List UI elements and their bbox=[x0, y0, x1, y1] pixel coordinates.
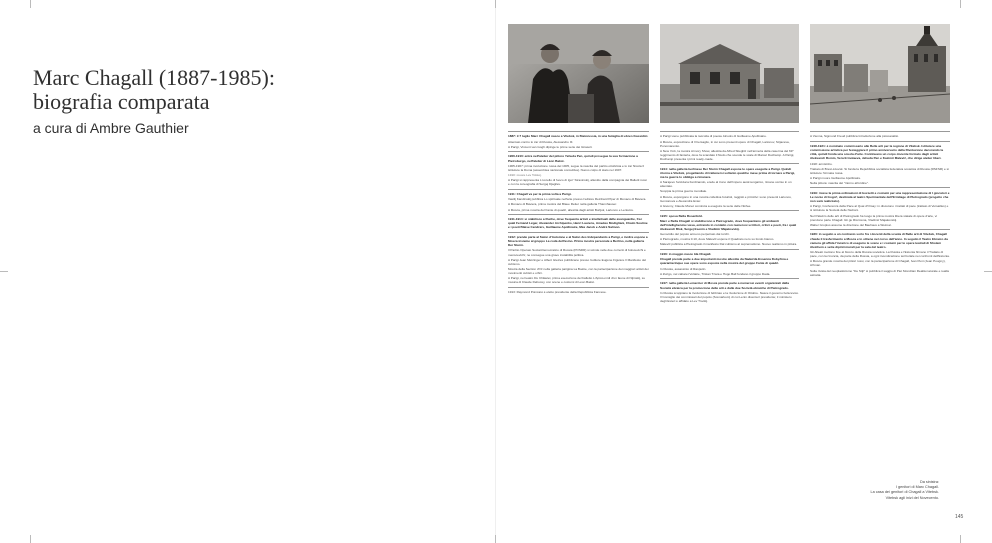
entry-text: A New York, la mostra Armory Show, allestita da Alfred Stieglitz nell'armeria della caserma del 69° reggimento di fanteria, dove fa scandalo il Nudo che scende le scale di Marcel Duchamp. A Parigi, Duchamp presenta i primi ready-made. bbox=[660, 148, 795, 162]
entry-separator bbox=[508, 287, 649, 288]
entry-text: Nel Palazzo delle arti di Pietrogrado ha luogo la prima mostra libera statale di opere d'arte, vi prendono parte Chagall. Gli gu Ricciovna, Vladimir Majakovskij. bbox=[810, 213, 937, 222]
entry-heading: 1915: sposa Bella Rosenfeld. bbox=[660, 213, 703, 218]
entry-heading: 1919: riceve la prima ordinazioni di bozzetti e costumi per una rappresentazione di I giocatori e Le nozze di Gogol', destinata al teatro Sperimentale dell'Ermitage di Pietrogrado (progetto che non sarà realizzato). bbox=[810, 190, 950, 204]
entry-separator bbox=[660, 210, 799, 211]
timeline-entry bbox=[508, 290, 649, 294]
entry-heading: Chagall prende parte a due importanti mostre allestite da Nadežda Evsenna Dobyčina e quarantacinque sue opere sono esposte nella mostra del gruppo Fante di quadri. bbox=[660, 257, 789, 266]
entry-separator bbox=[508, 214, 649, 215]
entry-text: Malevič pubblica a Pietrogrado il manifesto Dal cubismo al suprematismo. Nuovo realismo in pittura. bbox=[660, 242, 798, 247]
entry-heading: 1918-1921: è nominato commissario alle Belle arti per la regione di Vitebsk. Istituisce una commissione artistica per festeggiare il primo anniversario della Rivoluzione decorando la città, quindi fonda una scuola d'arte. Continuano un corpo docente formato dagli artisti Aleksandr Romm, Vera Ermolaeva, Jehuda Pen e Kazimir Malevič, che dirige atelier liberi. bbox=[810, 144, 944, 161]
entry-text: A Sarajevo l'arciduca Ferdinando, erede al trono dell'impero austroungarico, rimane ucciso in un attentato. bbox=[660, 180, 792, 189]
entry-heading: 1920: in seguito a un contrasto sorto fra i docenti della scuola di Belle arti di Vitebsk, Chagall chiede il trasferimento a Mosca e lo ottiene nel corso dell'anno. In seguito il Teatro Ebraico da camera gli affida l'incarico di eseguire le scene e i costumi per le opere teatrali di Sholem Aleichem e sette dipinti murali per la sala del teatro. bbox=[810, 232, 948, 249]
timeline-entry bbox=[508, 217, 649, 229]
title-line-1: Marc Chagall (1887-1985): bbox=[33, 65, 275, 90]
entry-heading: 1906-1910: entra nell'atelier del pittore Yehuda Pen, quindi prosegue la sua formazione a Pietroburgo, nell'atelier di Léon Bakst. bbox=[508, 154, 638, 163]
entry-text: A Mosca, esposizione di Il bersaglio, in cui sono presenti opere di Chagall, Larionov, Strjaceva, Ponomarenko. bbox=[660, 139, 790, 148]
entry-separator bbox=[810, 131, 950, 132]
entry-text: 1913: Raymond Poincaré è eletto presidente della Repubblica francese. bbox=[508, 290, 607, 295]
timeline-entry bbox=[660, 167, 799, 208]
photo-family-house bbox=[660, 24, 799, 123]
caption-line: Vitebsk agli inizi del Novecento. bbox=[885, 495, 939, 500]
crop-mark bbox=[30, 535, 31, 543]
entry-separator bbox=[508, 232, 649, 233]
timeline-entry bbox=[660, 281, 799, 303]
timeline-column-3 bbox=[810, 131, 950, 279]
timeline-entry bbox=[810, 144, 950, 185]
timeline-entry bbox=[660, 134, 799, 161]
page-subtitle: a cura di Ambre Gauthier bbox=[33, 120, 189, 136]
crop-mark bbox=[495, 535, 496, 543]
entry-text: Gli Alleati mettono fine al blocco della Russia sovietica. La Russia e l'Estonia firmano il Trattato di pace, con la rinuncia, da parte della Russia, a ogni rivendicazione territoriale nei confronti dell'Estonia. bbox=[810, 249, 950, 259]
entry-text: Trattato di Brest-Litovsk. Si fonda la Repubblica socialista federativa sovietica di Russia (RSFSR) e si istituisce l'Armata rossa. bbox=[810, 166, 949, 175]
entry-text: Nella pittura: nascita del "ritorno all'ordine". bbox=[810, 181, 869, 186]
entry-text: A Parigi, nel teatro Du Châtelet, prima esecuzione del balletto L'Après-midi d'un faune di Nijinskij, su musica di Claude Debussy, con scene e costumi di Léon Bakst. bbox=[508, 276, 646, 285]
timeline-entry bbox=[660, 252, 799, 276]
timeline-entry bbox=[810, 191, 950, 227]
timeline-entry bbox=[508, 192, 649, 212]
entry-heading: 1911-1914: si stabilisce a Ruche, dove frequenta artisti e intellettuali delle avanguardie, fra i quali Fernand Léger, Alexander Archipenko, Henri Laurens, Amedeo Modigliani, Chaim Soutine e i poeti Blaise Cendrars, Guillaume Apollinaire, Max Jacob e André Salmon. bbox=[508, 217, 648, 230]
entry-text: Walter Gropius assume la direzione del Bauhaus a Weimar. bbox=[810, 222, 892, 227]
entry-text: Mostra della Section d'Or nella galleria parigina La Boétie, con la partecipazione dei maggiori artisti dei movimenti cubisti e orfici. bbox=[508, 266, 649, 276]
entry-heading: 1914: nella galleria berlinese Der Sturm Chagall espone le opere eseguite a Parigi. Quindi ritorna a Vitebsk, progettando di trattenersi soltanto qualche mese prima di tornare a Parigi, ma la guerra lo obbliga a rimanere. bbox=[660, 166, 796, 179]
crop-mark bbox=[960, 0, 961, 8]
entry-heading: Marc e Bella Chagall si stabiliscono a Pietrogrado, dove frequentano gli ambienti dell'intellighenzia russa, entrando in contatto con numerosi scrittori, critici e poeti, fra i quali Aleksandr Blok, Sergej Esenin e Vladimir Majakovskij. bbox=[660, 218, 797, 231]
entry-separator bbox=[660, 163, 799, 164]
caption-line: La casa dei genitori di Chagall a Vitebsk. bbox=[870, 490, 939, 495]
crop-mark bbox=[984, 271, 992, 272]
timeline-entry bbox=[660, 214, 799, 247]
entry-text: Scoppia la prima guerra mondiale. bbox=[660, 189, 708, 194]
entry-separator bbox=[810, 229, 950, 230]
crop-mark bbox=[960, 535, 961, 543]
timeline-entry bbox=[810, 232, 950, 276]
entry-text: A Parigi viene pubblicata la raccolta di poesie Alcools di Guillaume Apollinaire. bbox=[660, 134, 767, 139]
crop-mark bbox=[30, 0, 31, 8]
entry-separator bbox=[508, 151, 649, 152]
entry-heading: 1911: Chagall va per la prima volta a Parigi. bbox=[508, 191, 572, 196]
entry-separator bbox=[810, 187, 950, 188]
entry-text: A Givemy, Claude Monet comincia a eseguire la serie delle Ninfee. bbox=[660, 203, 752, 208]
entry-text: In Russia, assassinio di Rasputin. bbox=[660, 266, 707, 271]
entry-separator bbox=[660, 131, 799, 132]
entry-text: Attentato contro lo zar di Russia, Alessandro III. bbox=[508, 139, 574, 144]
entry-text: A Mosca, espongono in una mostra collettiva futuristi, raggisti e primitivi: sono presenti Larionov, Goncarova e Alexandra Exter. bbox=[660, 194, 792, 203]
page-gutter bbox=[495, 0, 496, 543]
page-number: 145 bbox=[955, 514, 964, 520]
crop-mark bbox=[495, 0, 496, 8]
entry-text: A Parigi, Conferenza della Pace al Quai d'Orsay: in discutono i trattati di pace (trattato di Versailles) e si istituisce la Società delle Nazioni. bbox=[810, 204, 949, 213]
caption-line: I genitori di Marc Chagall. bbox=[895, 485, 939, 490]
entry-separator bbox=[508, 131, 649, 132]
entry-separator bbox=[508, 189, 649, 190]
entry-text: A Parigi, Vincent van Gogh dipinge le prime serie dei Girasoli. bbox=[508, 144, 593, 149]
entry-text: Sulla rivista del neoplasticismo "De Stijl" si pubblica il saggio di Piet Mondrian Realtà naturale e realtà astratta. bbox=[810, 268, 949, 277]
entry-text: In Russia scoppiano la rivoluzione di febbraio e la rivoluzione di Ottobre. Nasce il governo bolscevico. Il Consiglio dei commissari del popolo (Sovnarkom) di cui Lenin diventa il presidente; il ministero degli Esteri è affidato a Lev Trockij. bbox=[660, 290, 799, 303]
page-title bbox=[33, 66, 333, 114]
entry-separator bbox=[810, 141, 950, 142]
entry-text: Vasilij Kandinskij pubblica Lo spirituale nell'arte presso l'editore Reinhard Piper di Monaco di Baviera. bbox=[508, 197, 647, 202]
entry-heading: 1887: il 7 luglio Marc Chagall nasce a Vitebsk, in Bielorussia, in una famiglia di ebrei chassidici. bbox=[508, 134, 649, 139]
entry-text: A Parigi Jean Metzinger e Albert Gleizes pubblicano presso l'editore Eugène Figuière Il Manifesto del cubismo. bbox=[508, 257, 646, 266]
entry-text: 1905-1907: prima rivoluzione russa del 1905, segue la nascita del partito ottobrista e lo zar Nicola II istituisce la Duma (assemblea nazionale consultiva). Nuovo colpo di stato nel 1907. bbox=[508, 163, 645, 172]
entry-text: A Mosca grande mostra dei pittori russi, con la partecipazione di Chagall, Ivan Puni (Jean Pougny), Al'tman. bbox=[810, 259, 946, 268]
entry-text: A Parigi muore Guillaume Apollinaire. bbox=[810, 176, 862, 180]
entry-text: Il Partito Operaio Social-Democratico di Russia (POSDR) si scinde nelle due correnti di bolscevichi e menscevichi; ne consegue una grave instabilità politica. bbox=[508, 248, 646, 257]
entry-text: A Zurigo, nel cabaret Voltaire, Tristan Tzara e Hugo Ball fondano il gruppo Dada. bbox=[660, 271, 771, 276]
entry-text: A Mosca, prima mostra del Fante di quadri, allestita dagli artisti Burljuk, Larionov e Lentulov. bbox=[508, 207, 634, 212]
entry-text: A Vienna, Sigmund Freud pubblica Introduzione alla psicoanalisi. bbox=[810, 134, 899, 139]
entry-text: A Parigi si rappresenta L'uccello di fuoco di Igor' Stravinskij, allestito dalla compagnia dei Balletti russi e con la coreografia di Sergej Djagilev. bbox=[508, 178, 647, 187]
timeline-column-1 bbox=[508, 131, 649, 296]
title-line-2: biografia comparata bbox=[33, 89, 210, 114]
timeline-entry bbox=[508, 134, 649, 148]
entry-heading: 1917: nella galleria Lemercier di Mosca prende parte a numerosi eventi organizzati dalla Società ebraica per la promozione delle arti e dalle due Società ebraiche di Pietrogrado. bbox=[660, 281, 789, 290]
photo-caption bbox=[780, 480, 939, 501]
entry-text: 1910: muore Lev Tolstoj. bbox=[508, 173, 542, 177]
timeline-entry bbox=[508, 235, 649, 284]
timeline-entry bbox=[508, 154, 649, 186]
timeline-column-2 bbox=[660, 131, 799, 305]
entry-text: A Pietrogrado, mostra 0.10, dove Malevič espone il Quadrato nero su fondo bianco. bbox=[660, 237, 775, 242]
photo-parents bbox=[508, 24, 649, 123]
entry-separator bbox=[660, 249, 799, 250]
entry-text: A Monaco di Baviera, prima mostra del Blaue Reiter nella galleria Thannhauser. bbox=[508, 202, 617, 207]
entry-text: 1918: armistizio. bbox=[810, 161, 833, 166]
entry-heading: 1912: prende parte al Salon d'Automne e al Salon des Indépendants a Parigi, e inoltre espone a Mosca insieme al gruppo La coda dell'asino. Prima mostra personale a Berlino, nella galleria Der Sturm. bbox=[508, 235, 648, 248]
crop-mark bbox=[0, 271, 8, 272]
entry-separator bbox=[660, 278, 799, 279]
entry-text: Genocidio del popolo armeno perpetrato dai turchi. bbox=[660, 232, 730, 237]
caption-line: Da sinistra: bbox=[920, 480, 939, 484]
timeline-entry bbox=[810, 134, 950, 138]
photo-vitebsk-town bbox=[810, 24, 950, 123]
entry-heading: 1916: in maggio nasce Ida Chagall. bbox=[660, 252, 712, 257]
